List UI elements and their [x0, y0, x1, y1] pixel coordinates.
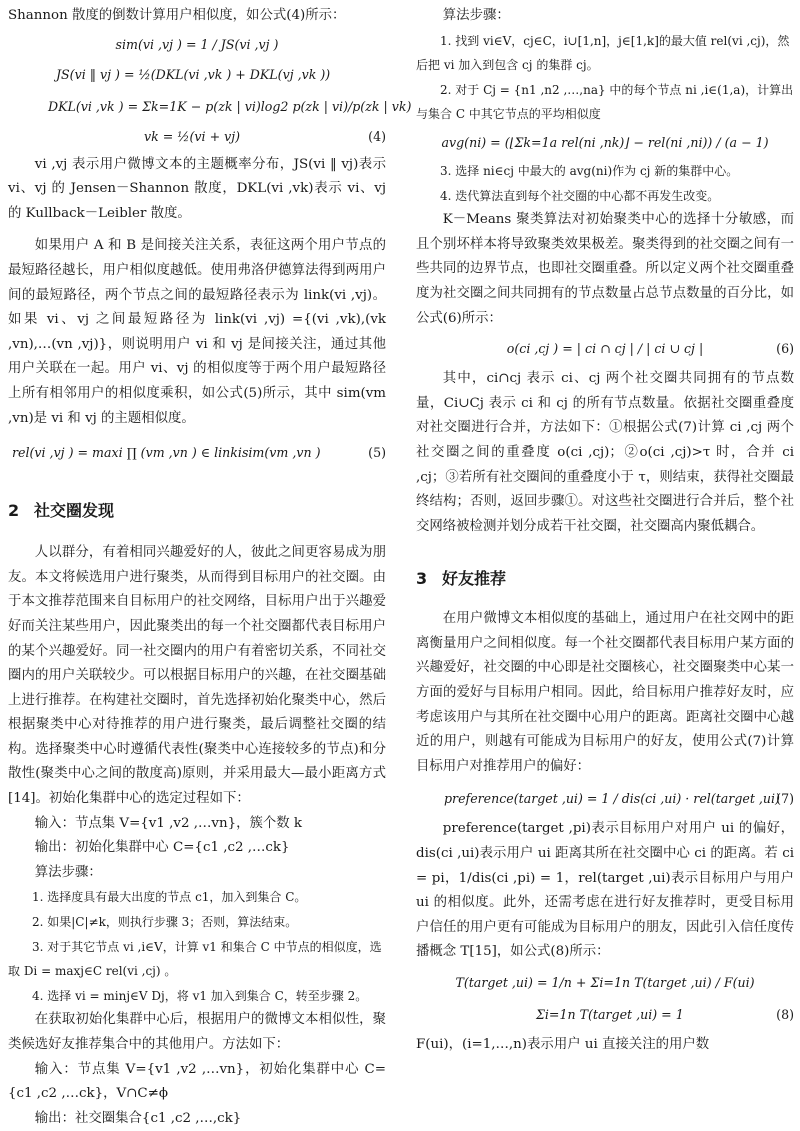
paragraph-indirect: 如果用户 A 和 B 是间接关注关系，表征这两个用户节点的最短路径越长，用户相似度越低。使用弗洛伊德算法得到两用户间的最短路径，两个节点之间的最短路径表示为 link(vi ,vj)。如果 vi、vj 之间最短路径为 link(vi ,vj) ={(vi ,vk),(vk ,vn),…(vn ,vj)}，则说明用户 vi 和 vj 是间接关注，通过其他用户关联在一起。用户 vi、vj 的相似度等于两个用户最短路径上所有相邻用户的相似度乘积，如公式(5)所示，其中 sim(vm ,vn)是 vi 和 vj 的主题相似度。 — [8, 238, 386, 426]
paragraph-after-init: 在获取初始化集群中心后，根据用户的微博文本相似性，聚类候选好友推荐集合中的其他用户。方法如下： — [8, 1012, 386, 1052]
paragraph-preference: preference(target ,pi)表示目标用户对用户 ui 的偏好，dis(ci ,ui)表示用户 ui 距离其所在社交圈中心 ci 的距离。若 ci = pi，1/dis(ci ,pi) = 1，rel(target ,ui)表示目标用户与用户 ui 的相似度。此外，还需考虑在进行好友推荐时，更受目标用户信任的用户更有可能成为目标用户的朋友，因此引入信任度传播概念 T[15]，如公式(8)所示： — [416, 821, 794, 960]
output-2: 输出：社交圈集合{c1 ,c2 ,…,ck} — [34, 1110, 242, 1126]
algo-step-2: 2. 对于 Cj = {n1 ,n2 ,…,na} 中的每个节点 ni ,i∈(1,a)，计算出与集合 C 中其它节点的平均相似度 — [416, 82, 794, 122]
equation-7-row — [416, 787, 794, 811]
section-title-2: 社交圈发现 — [34, 501, 115, 521]
equation-8-row — [416, 1003, 794, 1027]
input-1: 输入：节点集 V={v1 ,v2 ,…vn}，簇个数 k — [34, 815, 303, 831]
equation-avg: avg(ni) = (⌊Σk=1a rel(ni ,nk)⌋ − rel(ni ,ni)) / (a − 1) — [441, 134, 769, 150]
equation-number-4: (4) — [368, 128, 386, 144]
equation-number-7: (7) — [776, 791, 794, 807]
section-heading-2 — [8, 495, 386, 527]
right-column — [416, 0, 794, 1058]
section-title-3: 好友推荐 — [442, 569, 507, 589]
section-number-3: 3 — [416, 569, 428, 589]
equation-7: preference(target ,ui) = 1 / dis(ci ,ui) · rel(target ,ui) — [444, 791, 780, 807]
output-1: 输出：初始化集群中心 C={c1 ,c2 ,…ck} — [34, 840, 290, 856]
equation-4d: vk = ½(vi + vj) — [144, 128, 241, 144]
equation-number-6: (6) — [776, 341, 794, 357]
paragraph-clustering: 人以群分，有着相同兴趣爱好的人，彼此之间更容易成为朋友。本文将候选用户进行聚类，从而得到目标用户的社交圈。由于本文推荐范围来自目标用户的社交网络，目标用户出于兴趣爱好而关注某些用户，因此聚类出的每一个社交圈都代表目标用户的某个兴趣爱好。同一社交圈内的用户有着密切关系，不同社交圈内的用户关联较少。可以根据目标用户的兴趣，在社交圈基础上进行推荐。在构建社交圈时，首先选择初始化聚类中心，然后根据聚类中心对待推荐的用户进行聚类，最后调整社交圈的结构。选择聚类中心时遵循代表性(聚类中心连接较多的节点)和分散性(聚类中心之间的散度高)原则，并采用最大—最小距离方式[14]。初始化集群中心的选定过程如下： — [8, 545, 386, 807]
equation-8b: Σi=1n T(target ,ui) = 1 — [536, 1007, 684, 1022]
line-shannon: Shannon 散度的倒数计算用户相似度，如公式(4)所示： — [8, 8, 346, 23]
left-column — [8, 0, 412, 1131]
equation-4b: JS(vi ‖ vj ) = ½(DKL(vi ,vk ) + DKL(vj ,vk )) — [56, 66, 331, 82]
paragraph-kl: vi ,vj 表示用户微博文本的主题概率分布，JS(vi ‖ vj)表示 vi、vj 的 Jensen－Shannon 散度，DKL(vi ,vk)表示 vi、vj 的 Kullback－Leibler 散度。 — [8, 156, 386, 221]
equation-number-5: (5) — [368, 445, 386, 461]
step-1: 1. 选择度具有最大出度的节点 c1，加入到集合 C。 — [32, 890, 307, 905]
algo-step-1: 1. 找到 vi∈V，cj∈C，i∪[1,n]，j∈[1,k]的最大值 rel(vi ,cj)，然后把 vi 加入到包含 cj 的集群 cj。 — [416, 33, 790, 73]
equation-8a: T(target ,ui) = 1/n + Σi=1n T(target ,ui) / F(ui) — [455, 975, 755, 990]
paragraph-overlap: 其中，ci∩cj 表示 ci、cj 两个社交圈共同拥有的节点数量，Ci∪Cj 表示 ci 和 cj 的所有节点数量。依据社交圈重叠度对社交圈进行合并，方法如下：①根据公式(7)计算 ci ,cj 两个社交圈之间的重叠度 o(ci ,cj)；②o(ci ,cj)>τ 时，合并 ci ,cj；③若所有社交圈间的重叠度小于 τ，则结束，获得社交圈最终结构；否则，返回步骤①。对这些社交圈进行合并后，整个社交网络被检测并划分成若干社交圈，社交圈高内聚低耦合。 — [416, 371, 794, 534]
step-4: 4. 选择 vi = minj∈V Dj，将 v1 加入到集合 C，转至步骤 2。 — [32, 988, 368, 1003]
algo-step-3: 3. 选择 ni∈cj 中最大的 avg(ni)作为 cj 新的集群中心。 — [440, 163, 739, 178]
equation-4a: sim(vi ,vj ) = 1 / JS(vi ,vj ) — [115, 36, 279, 52]
section-number-2: 2 — [8, 501, 20, 521]
section-heading-3 — [416, 563, 794, 595]
equation-4c: DKL(vi ,vk ) = Σk=1K − p(zk | vi)log2 p(zk | vi)/p(zk | vk) — [48, 98, 412, 114]
step-2: 2. 如果|C|≠k，则执行步骤 3；否则，算法结束。 — [32, 915, 298, 930]
step-3: 3. 对于其它节点 vi ,i∈V，计算 v1 和集合 C 中节点的相似度，选取 Di = maxj∈C rel(vi ,cj) 。 — [8, 939, 382, 979]
equation-4d-row — [8, 125, 386, 149]
steps-heading-2: 算法步骤： — [442, 8, 510, 23]
algo-step-4: 4. 迭代算法直到每个社交圈的中心都不再发生改变。 — [440, 188, 720, 203]
steps-heading-1: 算法步骤： — [34, 864, 102, 880]
input-2: 输入：节点集 V={v1 ,v2 ,…vn}，初始化集群中心 C={c1 ,c2 ,…ck}，V∩C≠ϕ — [8, 1061, 386, 1102]
paragraph-final: F(ui)，(i=1,…,n)表示用户 ui 直接关注的用户数 — [416, 1037, 710, 1052]
equation-6-row — [416, 337, 794, 361]
paragraph-kmeans: K－Means 聚类算法对初始聚类中心的选择十分敏感，而且个别坏样本将导致聚类效果极差。聚类得到的社交圈之间有一些共同的边界节点，也即社交圈重叠。所以定义两个社交圈重叠度为社交圈之间共同拥有的节点数量占总节点数量的百分比，如公式(6)所示： — [416, 212, 794, 326]
equation-5: rel(vi ,vj ) = maxi ∏ (vm ,vn ) ∈ linkisim(vm ,vn ) — [12, 445, 321, 461]
equation-6: o(ci ,cj ) = | ci ∩ cj | / | ci ∪ cj | — [506, 341, 704, 357]
paragraph-recommend: 在用户微博文本相似度的基础上，通过用户在社交网中的距离衡量用户之间相似度。每一个社交圈都代表目标用户某方面的兴趣爱好，社交圈的中心即是社交圈核心，社交圈聚类中心某一方面的爱好与目标用户相同。因此，给目标用户推荐好友时，应考虑该用户与其所在社交圈中心用户的距离。距离社交圈中心越近的用户，则越有可能成为目标用户的好友，使用公式(7)计算目标用户对推荐用户的偏好： — [416, 611, 794, 774]
equation-5-row — [8, 441, 386, 465]
equation-number-8: (8) — [776, 1007, 794, 1022]
